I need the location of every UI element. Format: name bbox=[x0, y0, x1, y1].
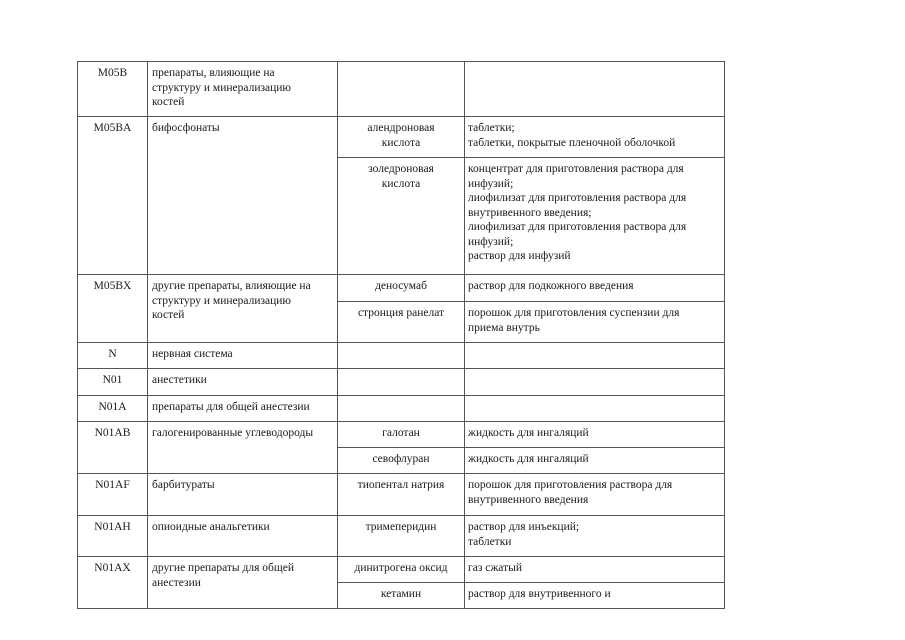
dosage-form-cell: жидкость для ингаляций bbox=[465, 448, 725, 474]
inn-cell: динитрогена оксид bbox=[338, 557, 465, 583]
inn-cell: кетамин bbox=[338, 583, 465, 609]
atc-code-cell: N01AH bbox=[78, 516, 148, 557]
atc-code-cell: N01AF bbox=[78, 474, 148, 516]
inn-cell: тиопентал натрия bbox=[338, 474, 465, 516]
table-row bbox=[78, 62, 725, 117]
table-row bbox=[78, 516, 725, 557]
dosage-form-cell: раствор для инъекций; таблетки bbox=[465, 516, 725, 557]
dosage-form-cell: концентрат для приготовления раствора для инфузий; лиофилизат для приготовления раствора для внутривенного введения; лиофилизат для приготовления раствора для инфузий; раствор для инфузий bbox=[465, 158, 725, 275]
atc-code-cell: N01AX bbox=[78, 557, 148, 609]
atc-code-cell: N01AB bbox=[78, 422, 148, 474]
atc-code-cell: N bbox=[78, 343, 148, 369]
drug-classification-table bbox=[77, 61, 725, 609]
inn-cell: золедроновая кислота bbox=[338, 158, 465, 275]
group-name-cell: другие препараты, влияющие на структуру и минерализацию костей bbox=[148, 275, 338, 343]
group-name-cell: препараты для общей анестезии bbox=[148, 396, 338, 422]
inn-cell bbox=[338, 343, 465, 369]
inn-cell bbox=[338, 369, 465, 396]
inn-cell: севофлуран bbox=[338, 448, 465, 474]
dosage-form-cell: жидкость для ингаляций bbox=[465, 422, 725, 448]
inn-cell: стронция ранелат bbox=[338, 302, 465, 343]
dosage-form-cell bbox=[465, 369, 725, 396]
dosage-form-cell bbox=[465, 343, 725, 369]
group-name-cell: другие препараты для общей анестезии bbox=[148, 557, 338, 609]
inn-cell: галотан bbox=[338, 422, 465, 448]
inn-cell: тримеперидин bbox=[338, 516, 465, 557]
dosage-form-cell: порошок для приготовления раствора для внутривенного введения bbox=[465, 474, 725, 516]
table-row bbox=[78, 369, 725, 396]
table-row bbox=[78, 396, 725, 422]
table-row bbox=[78, 343, 725, 369]
inn-cell: алендроновая кислота bbox=[338, 117, 465, 158]
table-row bbox=[78, 275, 725, 302]
dosage-form-cell: газ сжатый bbox=[465, 557, 725, 583]
inn-cell: деносумаб bbox=[338, 275, 465, 302]
table-row bbox=[78, 557, 725, 583]
dosage-form-cell: таблетки; таблетки, покрытые пленочной оболочкой bbox=[465, 117, 725, 158]
dosage-form-cell: раствор для подкожного введения bbox=[465, 275, 725, 302]
inn-cell bbox=[338, 396, 465, 422]
group-name-cell: барбитураты bbox=[148, 474, 338, 516]
dosage-form-cell: порошок для приготовления суспензии для приема внутрь bbox=[465, 302, 725, 343]
dosage-form-cell: раствор для внутривенного и bbox=[465, 583, 725, 609]
group-name-cell: галогенированные углеводороды bbox=[148, 422, 338, 474]
atc-code-cell: N01 bbox=[78, 369, 148, 396]
group-name-cell: опиоидные анальгетики bbox=[148, 516, 338, 557]
group-name-cell: бифосфонаты bbox=[148, 117, 338, 275]
table-row bbox=[78, 422, 725, 448]
group-name-cell: нервная система bbox=[148, 343, 338, 369]
table-row bbox=[78, 474, 725, 516]
group-name-cell: препараты, влияющие на структуру и минерализацию костей bbox=[148, 62, 338, 117]
atc-code-cell: M05B bbox=[78, 62, 148, 117]
group-name-cell: анестетики bbox=[148, 369, 338, 396]
atc-code-cell: M05BA bbox=[78, 117, 148, 275]
dosage-form-cell bbox=[465, 396, 725, 422]
table-row bbox=[78, 117, 725, 158]
atc-code-cell: M05BX bbox=[78, 275, 148, 343]
inn-cell bbox=[338, 62, 465, 117]
atc-code-cell: N01A bbox=[78, 396, 148, 422]
dosage-form-cell bbox=[465, 62, 725, 117]
